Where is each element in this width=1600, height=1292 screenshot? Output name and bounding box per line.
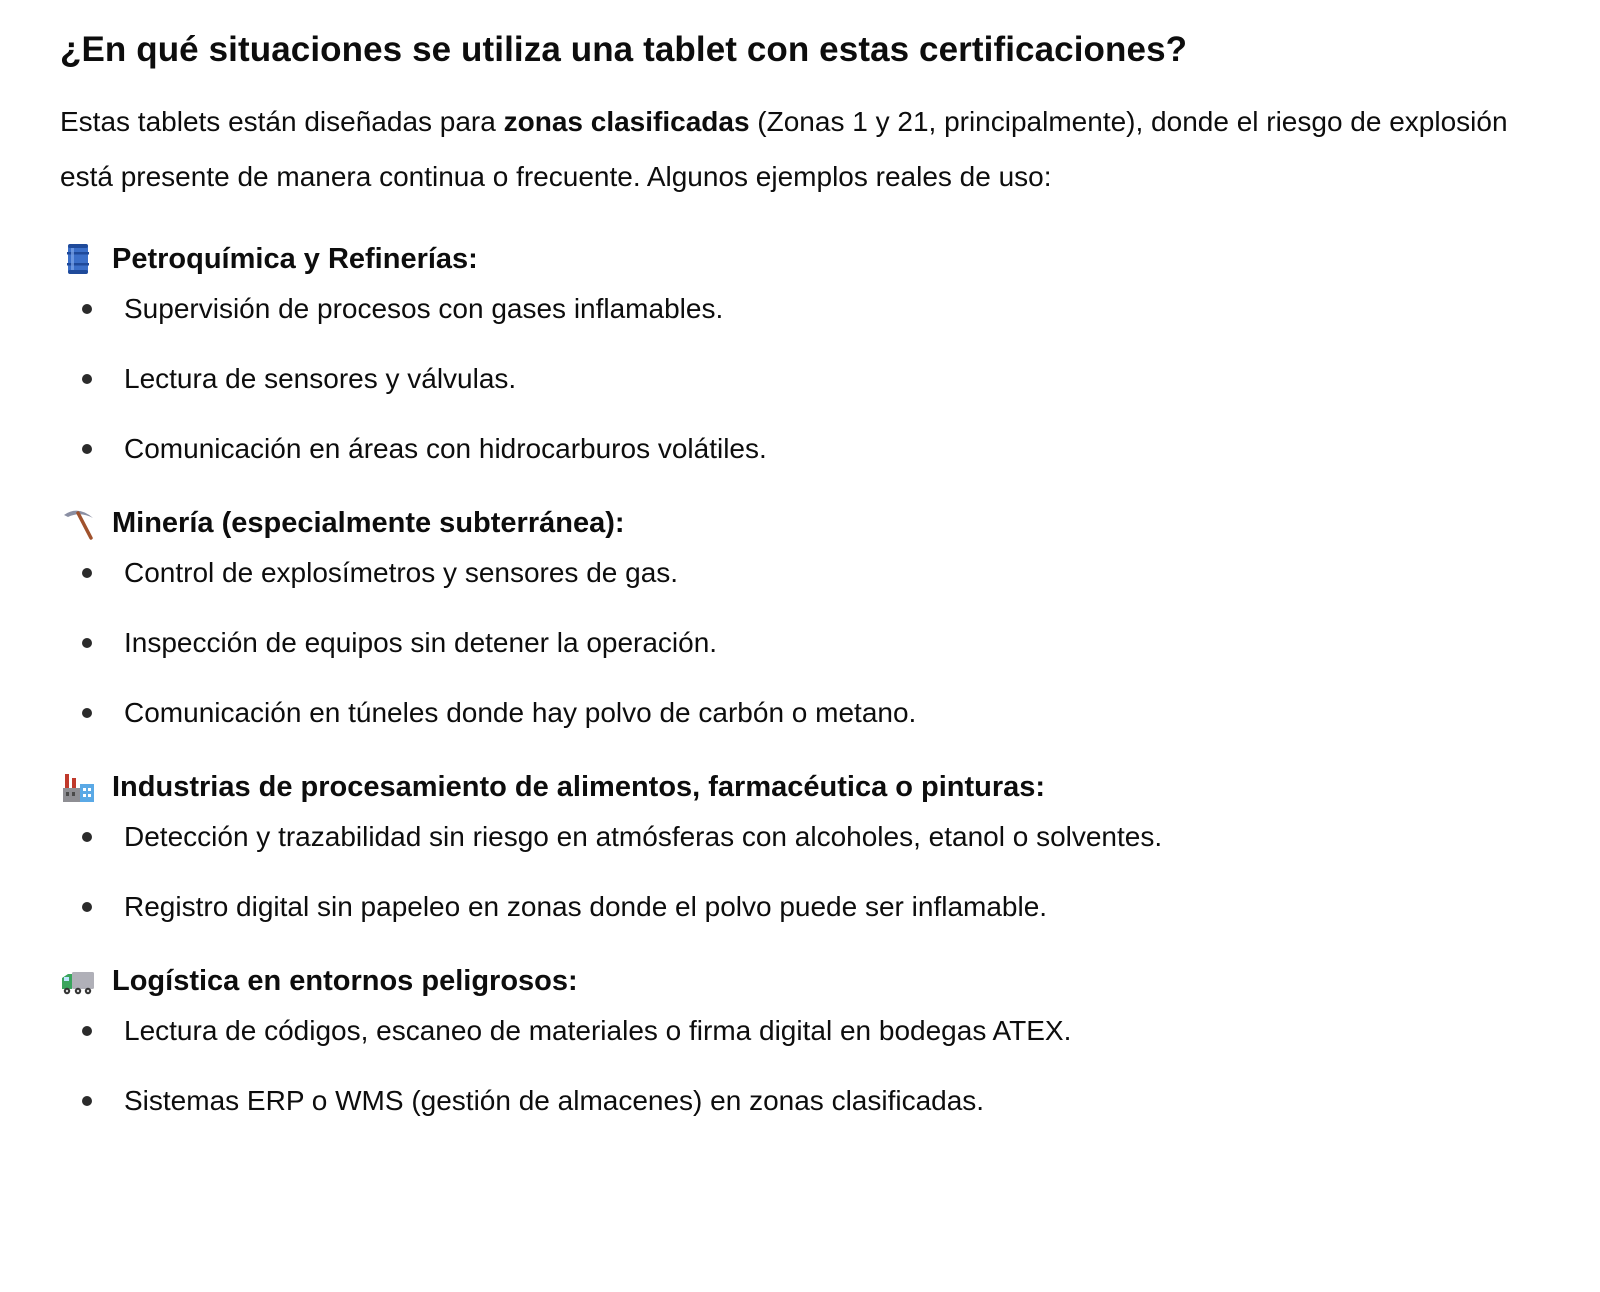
list-item-text: Comunicación en túneles donde hay polvo de carbón o metano. xyxy=(124,697,917,728)
bullet xyxy=(82,568,92,578)
section-petroquimica xyxy=(60,240,1560,468)
list-item xyxy=(60,888,1560,926)
truck-icon xyxy=(60,964,96,998)
list-item-text: Inspección de equipos sin detener la operación. xyxy=(124,627,718,658)
oil-drum-icon xyxy=(60,242,96,276)
section-title-text: Logística en entornos peligrosos: xyxy=(112,965,578,997)
list-item xyxy=(60,1082,1560,1120)
bullet xyxy=(82,708,92,718)
pick-icon xyxy=(60,506,96,540)
intro-bold-text: zonas clasificadas xyxy=(503,106,750,137)
list-item xyxy=(60,290,1560,328)
bullet xyxy=(82,374,92,384)
list-item xyxy=(60,360,1560,398)
list-item xyxy=(60,818,1560,856)
section-title xyxy=(60,768,1560,806)
bullet xyxy=(82,902,92,912)
bullet xyxy=(82,444,92,454)
section-industrias xyxy=(60,768,1560,926)
article xyxy=(60,22,1560,1120)
list-item-text: Lectura de sensores y válvulas. xyxy=(124,363,517,394)
section-list xyxy=(60,290,1560,468)
section-logistica xyxy=(60,962,1560,1120)
section-title-text: Industrias de procesamiento de alimentos, farmacéutica o pinturas: xyxy=(112,771,1046,803)
list-item xyxy=(60,430,1560,468)
section-list xyxy=(60,1012,1560,1120)
intro-text-before: Estas tablets están diseñadas para xyxy=(60,106,504,137)
list-item xyxy=(60,1012,1560,1050)
section-title-text: Minería (especialmente subterránea): xyxy=(112,507,625,539)
section-list xyxy=(60,554,1560,732)
bullet xyxy=(82,832,92,842)
list-item xyxy=(60,554,1560,592)
list-item-text: Comunicación en áreas con hidrocarburos volátiles. xyxy=(124,433,767,464)
factory-icon xyxy=(60,770,96,804)
list-item-text: Detección y trazabilidad sin riesgo en atmósferas con alcoholes, etanol o solventes. xyxy=(124,821,1163,852)
section-mineria xyxy=(60,504,1560,732)
list-item-text: Control de explosímetros y sensores de gas. xyxy=(124,557,679,588)
list-item-text: Supervisión de procesos con gases inflamables. xyxy=(124,293,724,324)
page-title: ¿En qué situaciones se utiliza una tablet con estas certificaciones? xyxy=(60,30,1188,69)
list-item-text: Registro digital sin papeleo en zonas donde el polvo puede ser inflamable. xyxy=(124,891,1048,922)
section-title xyxy=(60,504,1560,542)
bullet xyxy=(82,1026,92,1036)
list-item-text: Sistemas ERP o WMS (gestión de almacenes) en zonas clasificadas. xyxy=(124,1085,985,1116)
intro-text-after: (Zonas 1 y 21, principalmente), donde el riesgo de explosión está presente de manera continua o frecuente. Algunos ejemplos reales de uso: xyxy=(60,106,1508,192)
section-list xyxy=(60,818,1560,926)
list-item-text: Lectura de códigos, escaneo de materiales o firma digital en bodegas ATEX. xyxy=(124,1015,1072,1046)
section-title xyxy=(60,962,1560,1000)
list-item xyxy=(60,624,1560,662)
section-title xyxy=(60,240,1560,278)
list-item xyxy=(60,694,1560,732)
section-title-text: Petroquímica y Refinerías: xyxy=(112,243,478,275)
intro-paragraph xyxy=(60,94,1560,204)
bullet xyxy=(82,1096,92,1106)
bullet xyxy=(82,304,92,314)
bullet xyxy=(82,638,92,648)
